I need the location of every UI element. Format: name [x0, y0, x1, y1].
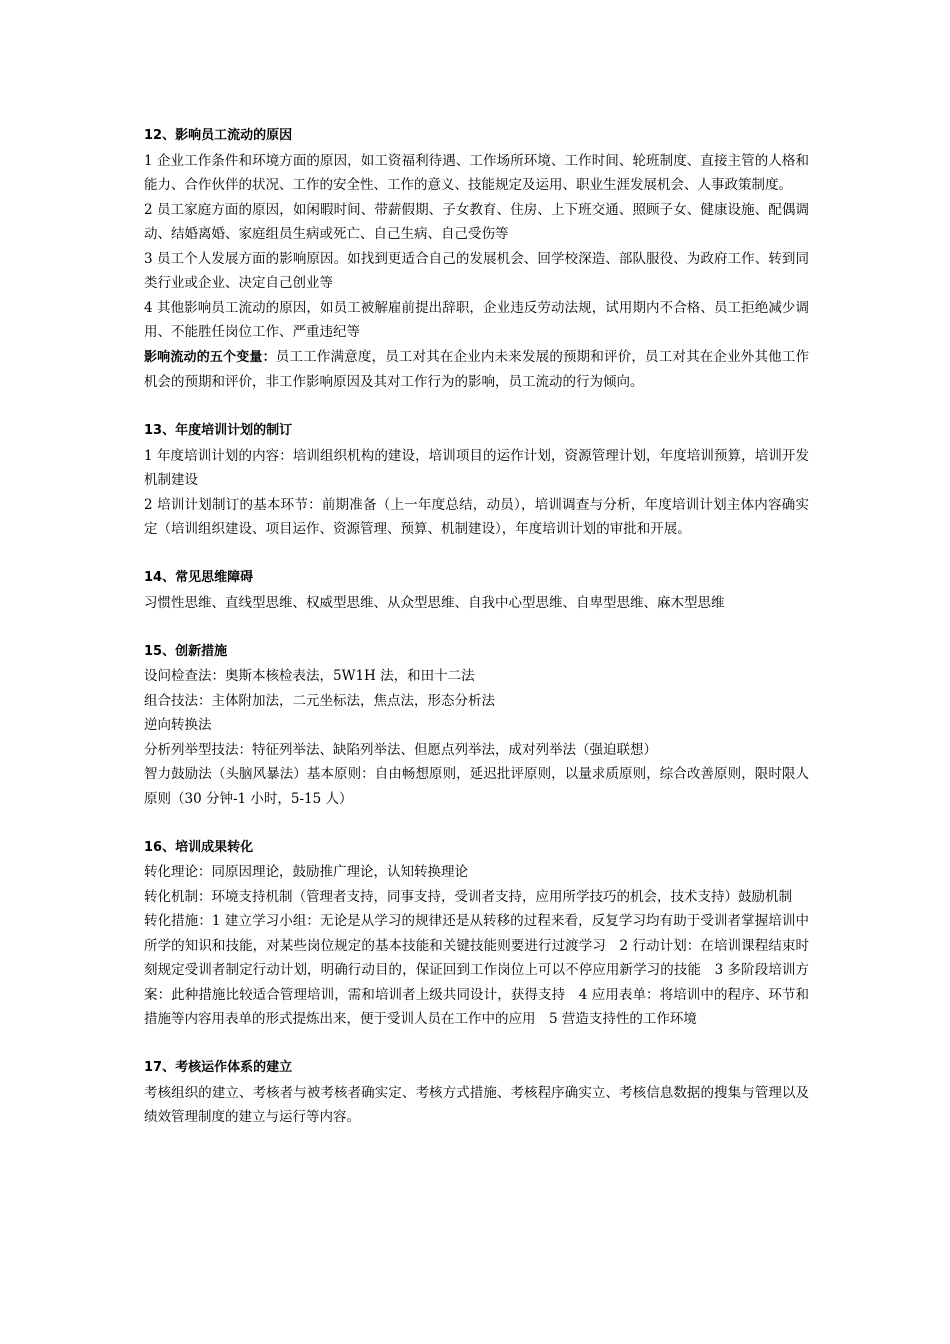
lead-text: 员工工作满意度，员工对其在企业内未来发展的预期和评价，员工对其在企业外其他工作机会的预期和评价，非工作影响原因及其对工作行为的影响，员工流动的行为倾向。 — [144, 348, 809, 390]
paragraph: 组合技法：主体附加法，二元坐标法，焦点法，形态分析法 — [144, 692, 495, 709]
paragraph: 1 年度培训计划的内容：培训组织机构的建设，培训项目的运作计划，资源管理计划，年度培训预算，培训开发机制建设 — [144, 447, 809, 488]
paragraph: 设问检查法：奥斯本核检表法，5W1H 法，和田十二法 — [144, 668, 475, 684]
paragraph: 1 企业工作条件和环境方面的原因，如工资福利待遇、工作场所环境、工作时间、轮班制度、直接主管的人格和能力、合作伙伴的状况、工作的安全性、工作的意义、技能规定及运用、职业生涯发展机会、人事政策制度。 — [144, 152, 809, 193]
section-12 — [144, 124, 809, 395]
paragraph: 分析列举型技法：特征列举法、缺陷列举法、但愿点列举法，成对列举法（强迫联想） — [144, 741, 657, 758]
paragraph: 2 员工家庭方面的原因，如闲暇时间、带薪假期、子女教育、住房、上下班交通、照顾子女、健康设施、配偶调动、结婚离婚、家庭组员生病或死亡、自己生病、自己受伤等 — [144, 201, 809, 242]
paragraph: 4 其他影响员工流动的原因，如员工被解雇前提出辞职，企业违反劳动法规，试用期内不合格、员工拒绝减少调用、不能胜任岗位工作、严重违纪等 — [144, 299, 809, 340]
paragraph: 转化理论：同原因理论，鼓励推广理论，认知转换理论 — [144, 864, 468, 880]
document-body — [144, 124, 809, 1154]
section-13 — [144, 419, 809, 542]
paragraph: 3 员工个人发展方面的影响原因。如找到更适合自己的发展机会、回学校深造、部队服役、为政府工作、转到同类行业或企业、决定自己创业等 — [144, 250, 809, 291]
paragraph: 逆向转换法 — [144, 717, 212, 733]
section-16 — [144, 836, 809, 1032]
section-15 — [144, 640, 809, 812]
section-heading: 16、培训成果转化 — [144, 839, 254, 855]
section-heading: 12、影响员工流动的原因 — [144, 128, 293, 143]
paragraph: 转化机制：环境支持机制（管理者支持，同事支持，受训者支持，应用所学技巧的机会，技术支持）鼓励机制 — [144, 888, 792, 905]
section-heading: 17、考核运作体系的建立 — [144, 1060, 293, 1075]
paragraph: 习惯性思维、直线型思维、权威型思维、从众型思维、自我中心型思维、自卑型思维、麻木型思维 — [144, 594, 725, 611]
section-heading: 13、年度培训计划的制订 — [144, 423, 293, 438]
paragraph: 智力鼓励法（头脑风暴法）基本原则：自由畅想原则，延迟批评原则，以量求质原则，综合改善原则，限时限人原则（30 分钟-1 小时，5-15 人） — [144, 766, 809, 807]
paragraph-five-variables — [144, 345, 809, 395]
paragraph: 考核组织的建立、考核者与被考核者确实定、考核方式措施、考核程序确实立、考核信息数据的搜集与管理以及绩效管理制度的建立与运行等内容。 — [144, 1084, 809, 1125]
paragraph: 2 培训计划制订的基本环节：前期准备（上一年度总结，动员），培训调查与分析，年度培训计划主体内容确实定（培训组织建设、项目运作、资源管理、预算、机制建设），年度培训计划的审批和开展。 — [144, 496, 809, 537]
section-17 — [144, 1056, 809, 1130]
section-14 — [144, 566, 809, 615]
paragraph: 转化措施：1 建立学习小组：无论是从学习的规律还是从转移的过程来看，反复学习均有助于受训者掌握培训中所学的知识和技能，对某些岗位规定的基本技能和关键技能则要进行过渡学习 2 行动计划：在培训课程结束时刻规定受训者制定行动计划，明确行动目的，保证回到工作岗位上可以不停应用新学习的技能 3 多阶段培训方案：此种措施比较适合管理培训，需和培训者上级共同设计，获得支持 4 应用表单：将培训中的程序、环节和措施等内容用表单的形式提炼出来，便于受训人员在工作中的应用 5 营造支持性的工作环境 — [144, 913, 809, 1027]
section-heading: 15、创新措施 — [144, 643, 228, 659]
lead-label: 影响流动的五个变量： — [144, 349, 276, 365]
section-heading: 14、常见思维障碍 — [144, 570, 254, 585]
